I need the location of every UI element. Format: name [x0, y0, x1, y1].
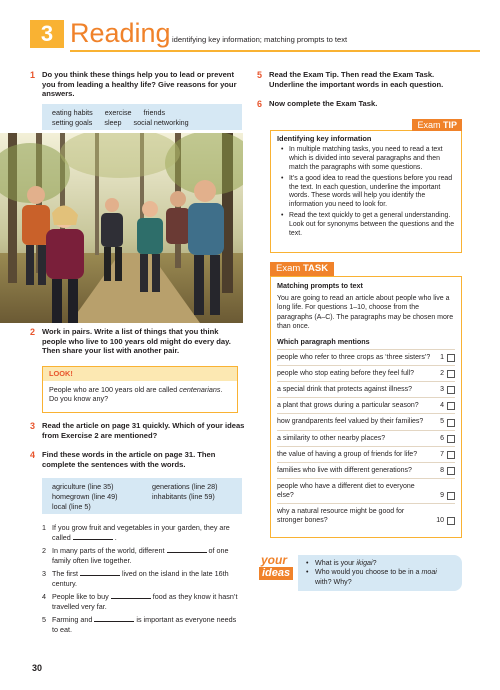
exercise-4: [30, 450, 245, 469]
answer-checkbox[interactable]: [447, 467, 455, 475]
page-number: 30: [32, 663, 43, 673]
prompt-text: a special drink that protects against illness?: [277, 386, 413, 394]
word-row: [52, 108, 232, 118]
exam-tip-list: [271, 146, 461, 240]
prompt-number: 6: [440, 434, 444, 442]
exam-tip-bullet: • In multiple matching tasks, you need to read a text which is divided into several paragraphs and then match the paragraphs with some questions.: [281, 146, 455, 173]
word-box-habits: [42, 104, 242, 130]
matching-prompt: [277, 413, 455, 429]
matching-prompt: [277, 503, 455, 528]
look-text-part: . Do you know any?: [49, 385, 223, 404]
exercise-number: 1: [30, 70, 36, 80]
sentence-number: 5: [42, 615, 46, 624]
tag-text: Exam: [276, 263, 303, 274]
word: eating habits: [52, 108, 93, 117]
exam-task-tag: [270, 262, 334, 276]
exercise-6: [257, 99, 467, 109]
exercise-number: 6: [257, 99, 263, 109]
answer-gap[interactable]: [167, 546, 207, 553]
prompt-number: 1: [440, 354, 444, 362]
exam-task-heading: Matching prompts to text: [277, 281, 363, 290]
prompt-number: 4: [440, 402, 444, 410]
prompt-text: people who stop eating before they feel full?: [277, 370, 414, 378]
section-subtitle: identifying key information; matching prompts to text: [172, 35, 348, 44]
prompt-text: the value of having a group of friends for life?: [277, 450, 418, 458]
word: friends: [143, 108, 166, 117]
exam-tip-box: [270, 120, 462, 253]
exercise-instruction: Now complete the Exam Task.: [269, 99, 378, 108]
your-ideas-box: [298, 555, 462, 591]
matching-prompt: [277, 446, 455, 462]
sentence-number: 2: [42, 546, 46, 555]
your-ideas-label-top: your: [261, 553, 288, 567]
idea-text: ?: [372, 559, 377, 567]
word-row: [52, 118, 232, 128]
word: agriculture (line 35): [52, 482, 114, 491]
matching-prompt: [277, 397, 455, 413]
word: sleep: [104, 118, 122, 128]
tag-text-bold: TIP: [442, 120, 457, 130]
answer-gap[interactable]: [111, 592, 151, 599]
idea-term: ikigai: [356, 559, 373, 567]
answer-gap[interactable]: [94, 615, 134, 622]
exam-tip-tag: [412, 119, 462, 131]
exercise-2: [30, 327, 245, 356]
tag-text: Exam: [417, 120, 443, 130]
sentence-text: If you grow fruit and vegetables in your garden, they are called: [52, 523, 230, 542]
prompt-number: 3: [440, 386, 444, 394]
look-label: LOOK!: [43, 367, 237, 381]
prompt-text: how grandparents feel valued by their families?: [277, 418, 424, 426]
answer-checkbox[interactable]: [447, 419, 455, 427]
idea-text: What is your: [315, 559, 357, 567]
prompt-text: why a natural resource might be good for stronger bones?: [277, 508, 405, 525]
exercise-number: 4: [30, 450, 36, 460]
sentence-text: is important as everyone needs to eat.: [52, 615, 237, 634]
answer-gap[interactable]: [80, 569, 120, 576]
word: exercise: [104, 108, 132, 117]
sentence: [42, 615, 242, 634]
exam-task-subheading: Which paragraph mentions: [277, 336, 370, 346]
prompt-number: 9: [440, 491, 444, 499]
matching-prompt: [277, 381, 455, 397]
idea-question: [306, 568, 454, 587]
exam-tip-bullet: • It’s a good idea to read the questions before you read the text. In each question, underline the important words. These words will help you identify the information you need to look for.: [281, 175, 455, 211]
jogging-illustration: [0, 133, 243, 323]
word-box-vocabulary: [42, 478, 242, 514]
exercise-instruction: Find these words in the article on page 31. Then complete the sentences with the words.: [42, 450, 216, 469]
sentence-text: The first: [52, 569, 78, 578]
sentence-text: lived on the island in the late 16th century.: [52, 569, 229, 588]
word: social networking: [133, 118, 189, 128]
exercise-1: [30, 70, 245, 99]
look-text-part: People who are 100 years old are called: [49, 385, 180, 394]
answer-checkbox[interactable]: [447, 402, 455, 410]
answer-checkbox[interactable]: [447, 517, 455, 525]
sentence-text: of one family often live together.: [52, 546, 229, 565]
sentence: [42, 523, 242, 542]
sentence: [42, 592, 242, 611]
idea-question: [306, 559, 454, 568]
matching-prompt: [277, 478, 455, 503]
exercise-number: 5: [257, 70, 263, 80]
matching-prompt: [277, 462, 455, 478]
word-column: [152, 482, 218, 510]
unit-number-badge: 3: [30, 20, 64, 48]
prompt-number: 2: [440, 370, 444, 378]
idea-text: Who would you choose to be in a: [315, 568, 422, 577]
exam-tip-heading: Identifying key information: [277, 134, 372, 143]
exercise-3: [30, 421, 245, 440]
sentence-text: Farming and: [52, 615, 93, 624]
header-rule: [70, 50, 480, 52]
exercise-instruction: Read the article on page 31 quickly. Which of your ideas from Exercise 2 are mentioned?: [42, 421, 245, 440]
prompt-text: families who live with different generations?: [277, 466, 412, 474]
exam-tip-bullet: • Read the text quickly to get a general understanding. Look out for synonyms between the questions and the text.: [281, 212, 455, 239]
idea-term: moai: [421, 568, 437, 577]
sentence-number: 1: [42, 523, 46, 532]
exercise-instruction: Work in pairs. Write a list of things that you think people who live to 100 years old might do every day. Then share your list with another pair.: [42, 327, 231, 356]
answer-checkbox[interactable]: [447, 370, 455, 378]
look-term: centenarians: [179, 385, 221, 394]
exercise-number: 3: [30, 421, 36, 431]
sentence-text: food as they know it hasn’t travelled very far.: [52, 592, 238, 611]
sentence: [42, 546, 242, 565]
sentence-text: In many parts of the world, different: [52, 546, 165, 555]
answer-checkbox[interactable]: [447, 386, 455, 394]
sentence-number: 3: [42, 569, 46, 578]
jogging-photo: [0, 133, 243, 323]
gap-fill-sentences: [42, 523, 242, 638]
matching-prompt: [277, 430, 455, 446]
prompt-text: a similarity to other nearby places?: [277, 434, 386, 442]
exam-task-box: [270, 276, 462, 538]
word: local (line 5): [52, 502, 91, 512]
matching-prompt: [277, 349, 455, 365]
idea-text: with? Why?: [315, 577, 352, 586]
sentence-text: .: [114, 532, 117, 542]
word: setting goals: [52, 118, 93, 128]
look-box: [42, 366, 238, 413]
sentence: [42, 569, 242, 588]
exercise-number: 2: [30, 327, 36, 337]
answer-checkbox[interactable]: [447, 492, 455, 500]
prompt-number: 7: [440, 450, 444, 458]
your-ideas-label-bottom: ideas: [259, 567, 293, 580]
prompt-number: 8: [440, 466, 444, 474]
answer-checkbox[interactable]: [447, 435, 455, 443]
look-text: [43, 381, 237, 408]
sentence-number: 4: [42, 592, 46, 601]
exercise-5: [257, 70, 467, 89]
word: inhabitants (line 59): [152, 492, 215, 502]
answer-checkbox[interactable]: [447, 451, 455, 459]
word: generations (line 28): [152, 482, 218, 491]
answer-checkbox[interactable]: [447, 354, 455, 362]
section-title: Reading: [70, 18, 171, 48]
prompt-text: people who have a different diet to everyone else?: [277, 482, 415, 499]
exercise-instruction: Read the Exam Tip. Then read the Exam Task. Underline the important words in each question.: [269, 70, 444, 89]
exercise-instruction: Do you think these things help you to lead or prevent you from leading a healthy life? Give reasons for your answers.: [42, 70, 237, 99]
prompt-number: 5: [440, 418, 444, 426]
prompt-number: 10: [436, 517, 444, 525]
sentence-text: People like to buy: [52, 592, 109, 601]
prompt-text: people who refer to three crops as ‘three sisters’?: [277, 354, 431, 362]
answer-gap[interactable]: [73, 533, 113, 540]
word: homegrown (line 49): [52, 492, 118, 502]
exam-task-intro: You are going to read an article about people who live a long life. For questions 1–10, choose from the paragraphs (A–C). The paragraphs may be chosen more than once.: [277, 295, 454, 330]
tag-text-bold: TASK: [302, 263, 329, 274]
prompt-text: a plant that grows during a particular season?: [277, 402, 419, 410]
word-column: [52, 482, 152, 510]
matching-prompt: [277, 365, 455, 381]
